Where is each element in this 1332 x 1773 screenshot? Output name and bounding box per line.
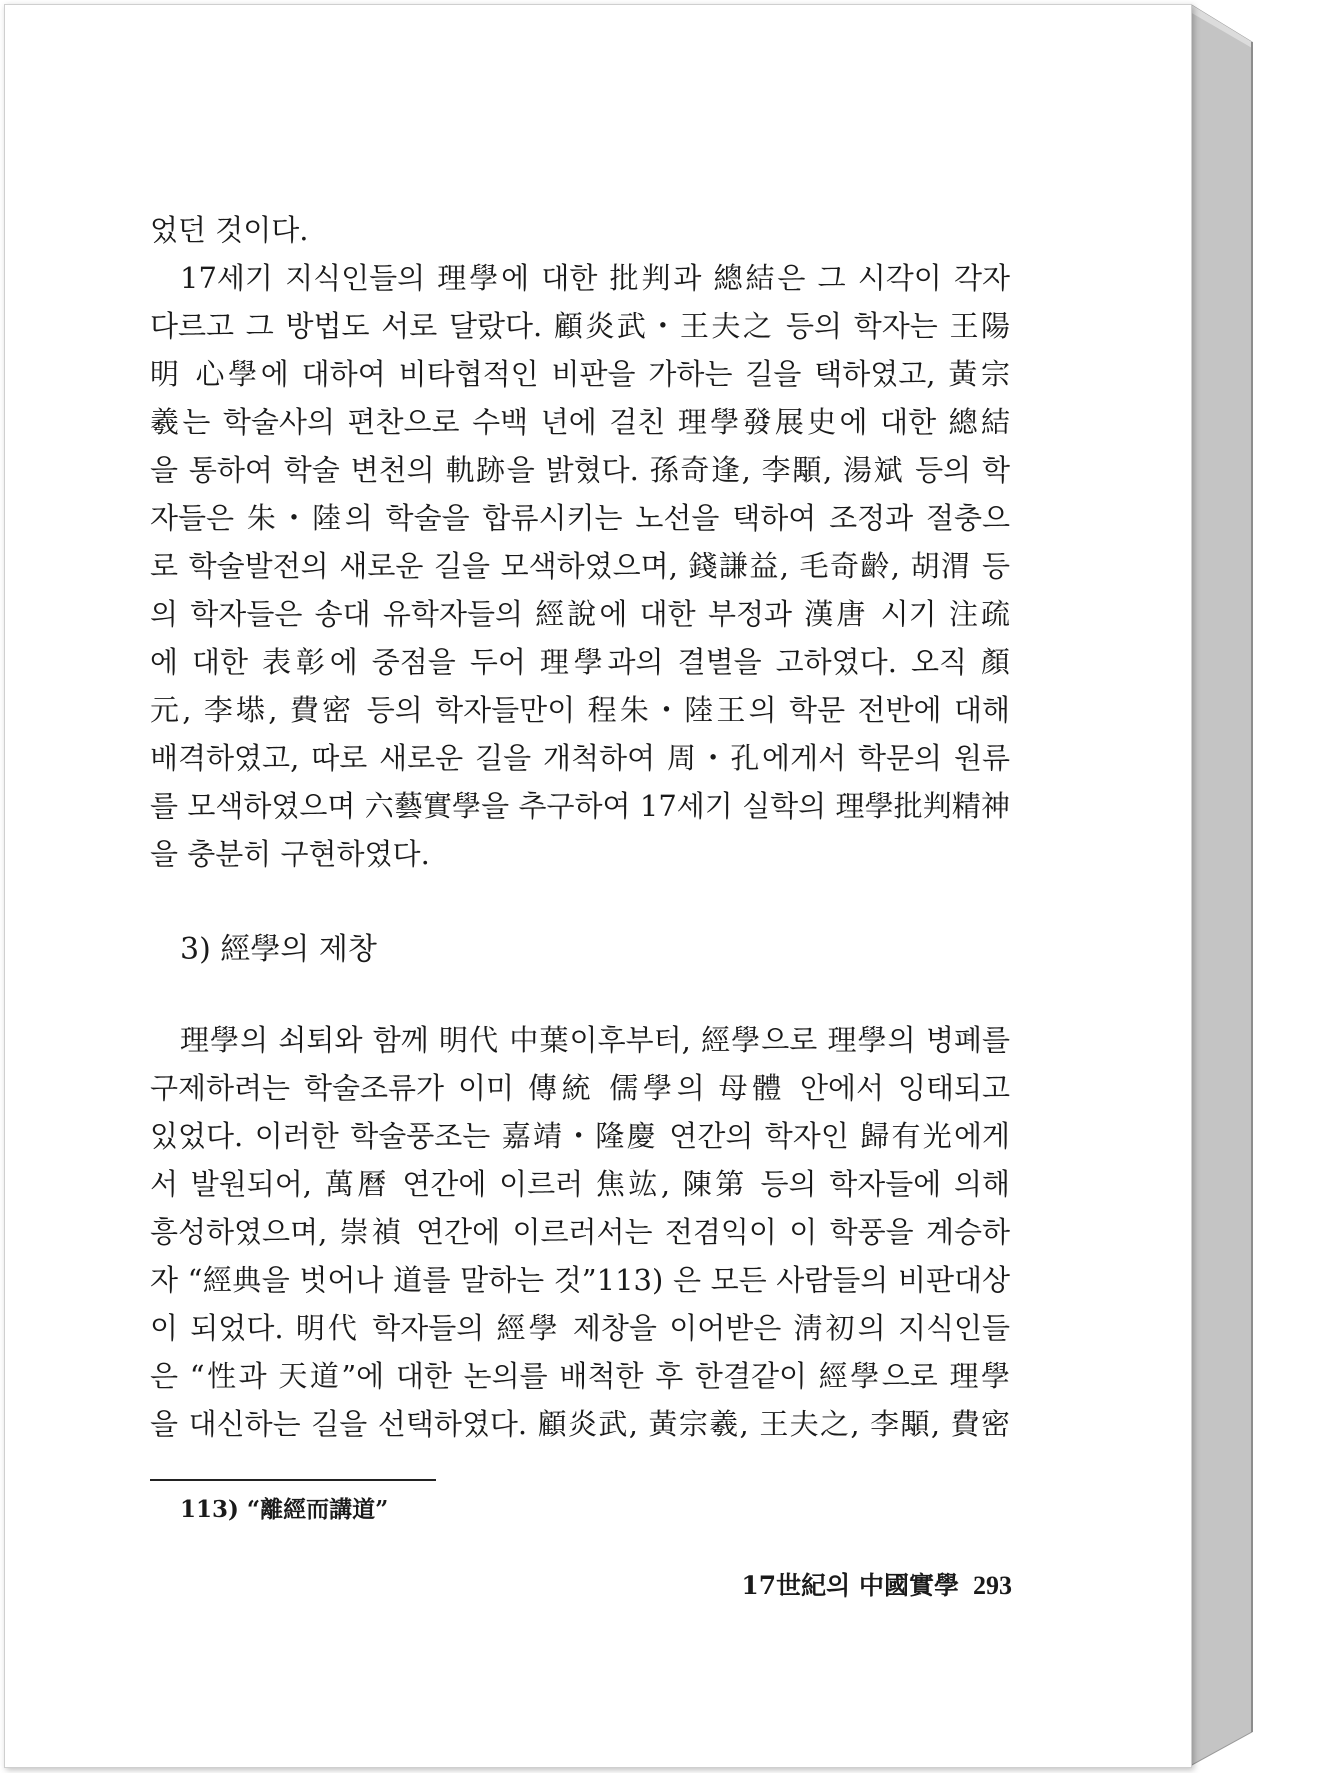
text-line: 을 통하여 학술 변천의 軌跡을 밝혔다. 孫奇逢, 李顒, 湯斌 등의 학 bbox=[150, 453, 1010, 487]
text-line: 있었다. 이러한 학술풍조는 嘉靖・隆慶 연간의 학자인 歸有光에게 bbox=[150, 1119, 1010, 1153]
text-line: 羲는 학술사의 편찬으로 수백 년에 걸친 理學發展史에 대한 總結 bbox=[150, 405, 1010, 439]
text-line: 明 心學에 대하여 비타협적인 비판을 가하는 길을 택하였고, 黃宗 bbox=[150, 357, 1010, 391]
running-footer bbox=[741, 1566, 1012, 1606]
text-line: 자 “經典을 벗어나 道를 말하는 것”113) 은 모든 사람들의 비판대상 bbox=[150, 1263, 1010, 1297]
text-line: 구제하려는 학술조류가 이미 傳統 儒學의 母體 안에서 잉태되고 bbox=[150, 1071, 1010, 1105]
text-line: 배격하였고, 따로 새로운 길을 개척하여 周・孔에게서 학문의 원류 bbox=[150, 741, 1010, 775]
text-line: 었던 것이다. bbox=[150, 213, 309, 247]
text-line: 에 대한 表彰에 중점을 두어 理學과의 결별을 고하였다. 오직 顏 bbox=[150, 645, 1010, 679]
text-line: 를 모색하였으며 六藝實學을 추구하여 17세기 실학의 理學批判精神 bbox=[150, 789, 1010, 823]
text-line: 元, 李塨, 費密 등의 학자들만이 程朱・陸王의 학문 전반에 대해 bbox=[150, 693, 1010, 727]
text-line: 다르고 그 방법도 서로 달랐다. 顧炎武・王夫之 등의 학자는 王陽 bbox=[150, 309, 1010, 343]
book-page-edge bbox=[1190, 4, 1266, 1766]
text-line: 흥성하였으며, 崇禎 연간에 이르러서는 전겸익이 이 학풍을 계승하 bbox=[150, 1215, 1010, 1249]
footnote-divider bbox=[150, 1479, 436, 1481]
text-line: 의 학자들은 송대 유학자들의 經說에 대한 부정과 漢唐 시기 注疏 bbox=[150, 597, 1010, 631]
page-number: 293 bbox=[973, 1571, 1012, 1600]
text-line: 자들은 朱・陸의 학술을 합류시키는 노선을 택하여 조정과 절충으 bbox=[150, 501, 1010, 535]
text-line: 로 학술발전의 새로운 길을 모색하였으며, 錢謙益, 毛奇齡, 胡渭 등 bbox=[150, 549, 1010, 583]
text-line: 서 발원되어, 萬曆 연간에 이르러 焦竑, 陳第 등의 학자들에 의해 bbox=[150, 1167, 1010, 1201]
text-line: 은 “性과 天道”에 대한 논의를 배척한 후 한결같이 經學으로 理學 bbox=[150, 1359, 1010, 1393]
footer-title: 17世紀의 中國實學 bbox=[741, 1571, 959, 1600]
text-line: 이 되었다. 明代 학자들의 經學 제창을 이어받은 淸初의 지식인들 bbox=[150, 1311, 1010, 1345]
text-line: 理學의 쇠퇴와 함께 明代 中葉이후부터, 經學으로 理學의 병폐를 bbox=[180, 1023, 1010, 1057]
text-line: 을 충분히 구현하였다. bbox=[150, 837, 430, 871]
text-line: 17세기 지식인들의 理學에 대한 批判과 總結은 그 시각이 각자 bbox=[180, 261, 1010, 295]
section-heading: 3) 經學의 제창 bbox=[180, 932, 377, 967]
text-line: 을 대신하는 길을 선택하였다. 顧炎武, 黃宗羲, 王夫之, 李顒, 費密 bbox=[150, 1407, 1010, 1441]
footnote-113: 113) “離經而講道” bbox=[180, 1496, 389, 1523]
